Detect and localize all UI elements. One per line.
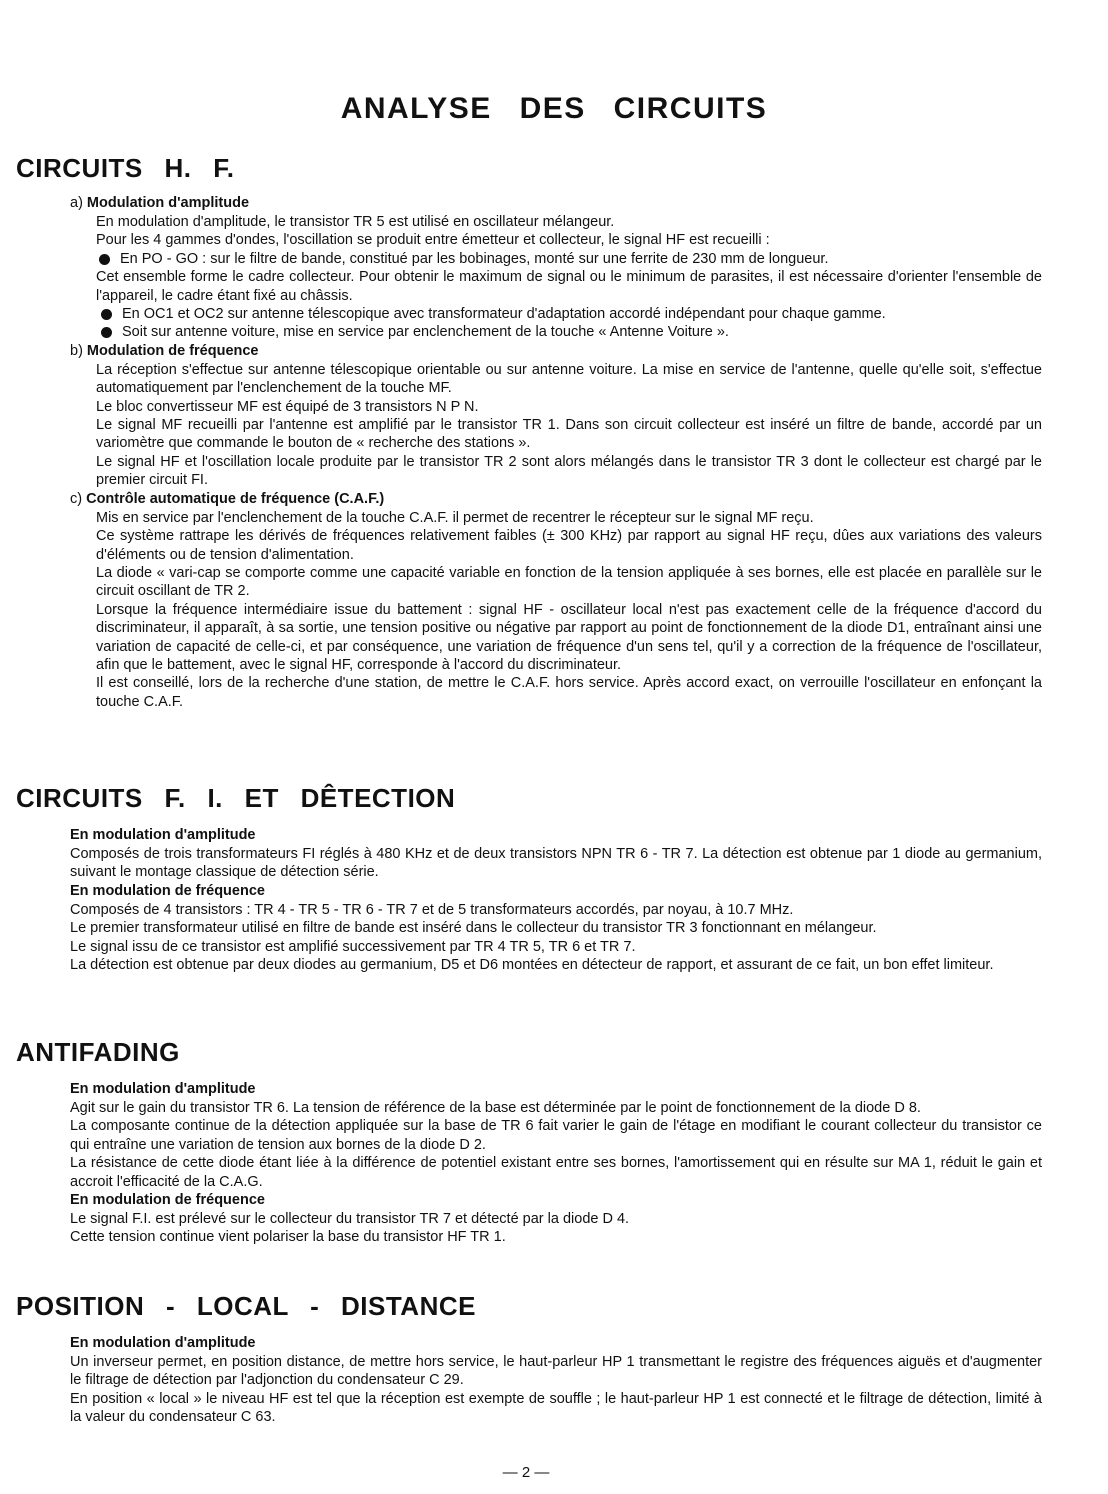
paragraph: La détection est obtenue par deux diodes au germanium, D5 et D6 montées en détecteur de rapport, et assurant de ce fait, un bon effet limiteur. <box>70 957 994 974</box>
page-title: ANALYSE DES CIRCUITS <box>340 92 768 125</box>
sub-title: Modulation d'amplitude <box>86 195 250 211</box>
paragraph: La réception s'effectue sur antenne télescopique orientable ou sur antenne voiture. La mise en service de l'antenne, quelle qu'elle soit, s'effectue automatiquement par l'enclenchement de la touche MF. <box>96 361 1042 397</box>
subheading-am: En modulation d'amplitude <box>70 827 256 843</box>
section-circuits-fi <box>0 782 1108 974</box>
subheading-fm: En modulation de fréquence <box>70 882 265 899</box>
sub-title: Contrôle automatique de fréquence (C.A.F.) <box>86 490 385 507</box>
paragraph: La diode « vari-cap se comporte comme une capacité variable en fonction de la tension appliquée à ses bornes, elle est placée en parallèle sur le circuit oscillant de TR 2. <box>96 564 1042 600</box>
paragraph: Composés de 4 transistors : TR 4 - TR 5 - TR 6 - TR 7 et de 5 transformateurs accordés, par noyau, à 10.7 MHz. <box>70 901 794 918</box>
section-position-local-distance <box>0 1290 1108 1427</box>
paragraph: En position « local » le niveau HF est tel que la réception est exempte de souffle ; le haut-parleur HP 1 est connecté et le filtrage de détection, limité à la valeur du condensateur C 63. <box>70 1390 1042 1426</box>
bullet-item <box>98 323 1042 341</box>
subheading-am: En modulation d'amplitude <box>70 1081 256 1097</box>
paragraph: Le signal F.I. est prélevé sur le collecteur du transistor TR 7 et détecté par la diode D 4. <box>70 1211 630 1228</box>
paragraph: Le signal HF et l'oscillation locale produite par le transistor TR 2 sont alors mélangés dans le transistor TR 3 dont le collecteur est chargé par le premier circuit FI. <box>96 453 1042 489</box>
section-heading: CIRCUITS H. F. <box>16 153 235 183</box>
subheading-am: En modulation d'amplitude <box>70 1335 256 1351</box>
bullet-icon <box>101 309 112 320</box>
bullet-icon <box>101 327 112 338</box>
paragraph: Le signal issu de ce transistor est amplifié successivement par TR 4 TR 5, TR 6 et TR 7. <box>70 938 636 955</box>
paragraph: Composés de trois transformateurs FI réglés à 480 KHz et de deux transistors NPN TR 6 - TR 7. La détection est obtenue par 1 diode au germanium, suivant le montage classique de détection série. <box>70 846 1042 881</box>
page-number: — 2 — <box>502 1464 550 1481</box>
paragraph: Le premier transformateur utilisé en filtre de bande est inséré dans le collecteur du transistor TR 3 fonctionnant en mélangeur. <box>70 920 877 937</box>
paragraph: Mis en service par l'enclenchement de la touche C.A.F. il permet de recentrer le récepteur sur le signal MF reçu. <box>96 509 814 526</box>
section-heading: POSITION - LOCAL - DISTANCE <box>16 1291 476 1321</box>
bullet-text: En PO - GO : sur le filtre de bande, constitué par les bobinages, monté sur une ferrite de 230 mm de longueur. <box>120 250 829 267</box>
paragraph: Pour les 4 gammes d'ondes, l'oscillation se produit entre émetteur et collecteur, le signal HF est recueilli : <box>96 232 770 249</box>
subheading-caf <box>70 490 1108 509</box>
paragraph: La résistance de cette diode étant liée à la différence de potentiel existant entre ses bornes, l'amortissement qui en résulte sur MA 1, réduit le gain et accroit l'efficacité de la C.A.G. <box>70 1155 1042 1190</box>
sub-title: Modulation de fréquence <box>86 342 259 359</box>
section-antifading <box>0 1036 1108 1247</box>
paragraph: Un inverseur permet, en position distance, de mettre hors service, le haut-parleur HP 1 transmettant le registre des fréquences aiguës et d'augmenter le filtrage de détection par l'adjonction du condensateur C 29. <box>70 1354 1042 1389</box>
sub-label: c) <box>70 490 83 507</box>
bullet-icon <box>99 254 110 265</box>
section-heading: CIRCUITS F. I. ET DÊTECTION <box>16 783 456 813</box>
bullet-text: Soit sur antenne voiture, mise en service par enclenchement de la touche « Antenne Voiture ». <box>122 324 729 341</box>
paragraph: Ce système rattrape les dérivés de fréquences relativement faibles (± 300 KHz) par rapport au signal HF reçu, dûes aux variations des valeurs d'éléments ou de tension d'alimentation. <box>96 528 1042 563</box>
section-circuits-hf <box>0 152 1108 711</box>
paragraph: Agit sur le gain du transistor TR 6. La tension de référence de la base est déterminée par le point de fonctionnement de la diode D 8. <box>70 1100 921 1116</box>
paragraph: Lorsque la fréquence intermédiaire issue du battement : signal HF - oscillateur local n'est pas exactement celle de la fréquence d'accord du discriminateur, il apparaît, à sa sortie, une tension positive ou négative par rapport au point de fonctionnement de la diode D1, entraînant ainsi une variation de capacité de celle-ci, et par conséquence, une variation de fréquence d'un sens tel, qu'il y a correction de la fréquence de l'oscillateur, afin que le battement, avec le signal HF, corresponde à l'accord du discriminateur. <box>96 601 1042 673</box>
sub-label: a) <box>70 195 83 211</box>
bullet-item <box>98 305 1042 323</box>
paragraph: Cet ensemble forme le cadre collecteur. Pour obtenir le maximum de signal ou le minimum de parasites, il est nécessaire d'orienter l'ensemble de l'appareil, le cadre étant fixé au châssis. <box>96 269 1042 304</box>
sub-label: b) <box>70 342 83 359</box>
bullet-text: En OC1 et OC2 sur antenne télescopique avec transformateur d'adaptation accordé indépendant pour chaque gamme. <box>122 306 886 323</box>
paragraph: Le signal MF recueilli par l'antenne est amplifié par le transistor TR 1. Dans son circuit collecteur est inséré un filtre de bande, accordé par un variomètre que commande le bouton de « recherche des stations ». <box>96 417 1042 452</box>
subheading-fm <box>70 342 1108 361</box>
section-heading: ANTIFADING <box>16 1037 180 1067</box>
subheading-am <box>70 194 1108 213</box>
paragraph: Il est conseillé, lors de la recherche d'une station, de mettre le C.A.F. hors service. Après accord exact, on verrouille l'oscillateur en enfonçant la touche C.A.F. <box>96 675 1042 710</box>
subheading-fm: En modulation de fréquence <box>70 1192 265 1209</box>
paragraph: Le bloc convertisseur MF est équipé de 3 transistors N P N. <box>96 398 479 415</box>
paragraph: En modulation d'amplitude, le transistor TR 5 est utilisé en oscillateur mélangeur. <box>96 214 615 230</box>
paragraph: La composante continue de la détection appliquée sur la base de TR 6 fait varier le gain de l'étage en modifiant le courant collecteur du transistor ce qui entraîne une variation de tension aux bornes de la diode D 2. <box>70 1118 1042 1153</box>
paragraph: Cette tension continue vient polariser la base du transistor HF TR 1. <box>70 1229 506 1246</box>
bullet-item <box>96 250 1042 268</box>
